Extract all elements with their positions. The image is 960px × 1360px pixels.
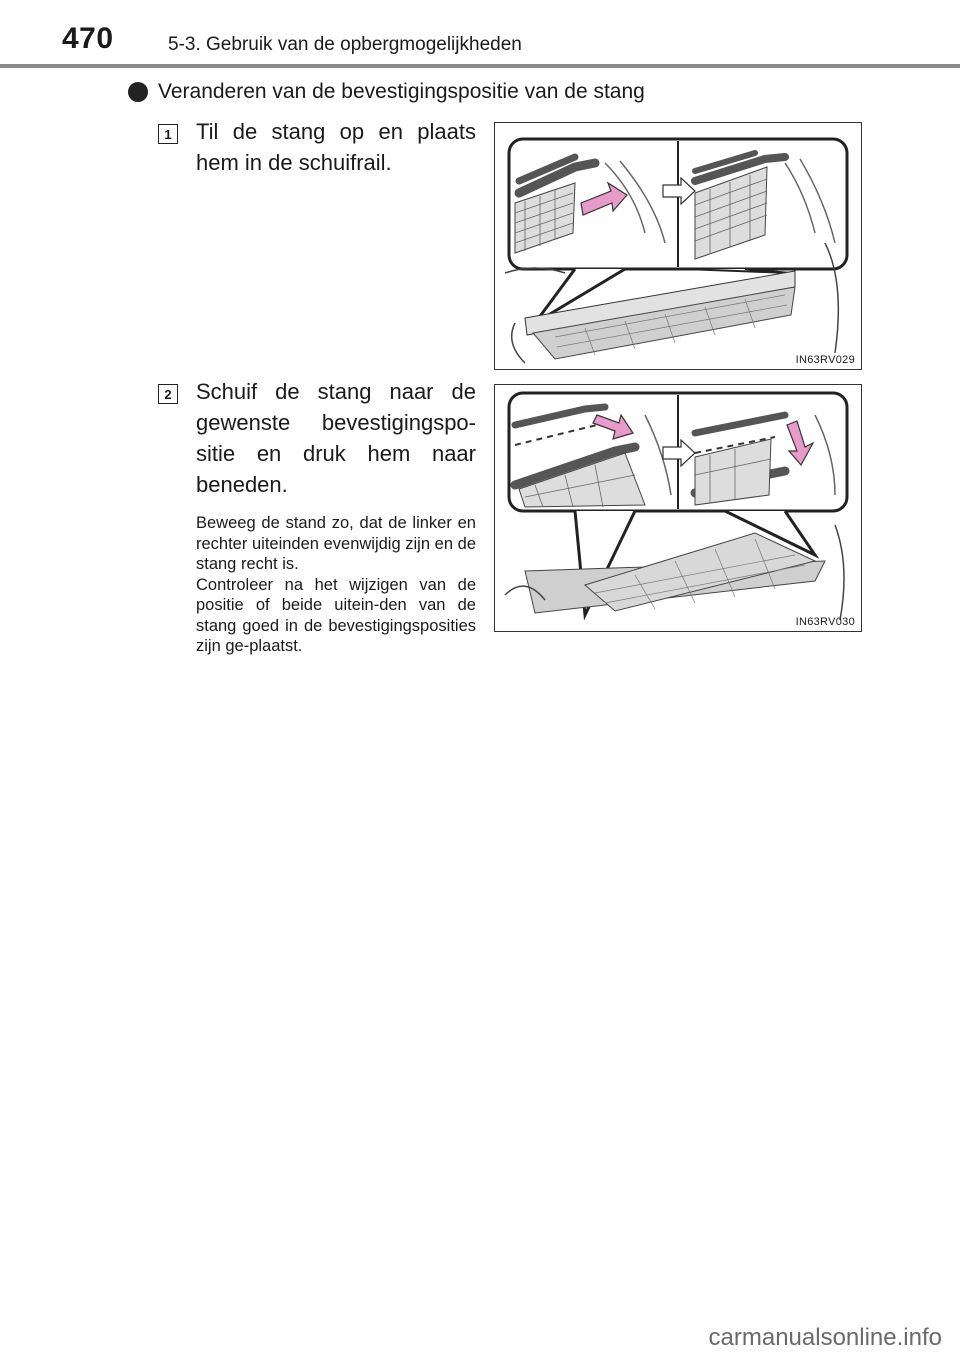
watermark: carmanualsonline.info: [708, 1324, 942, 1351]
step-2-note: [196, 513, 476, 657]
section-title: 5-3. Gebruik van de opbergmogelijkheden: [168, 34, 522, 55]
figure-1-illustration: [495, 123, 860, 368]
subhead-text: Veranderen van de bevestigingspositie van de stang: [158, 80, 645, 103]
header-rule: [0, 64, 960, 68]
page-number: 470: [62, 22, 114, 55]
step-1-text: Til de stang op en plaats hem in de schuifrail.: [196, 119, 476, 175]
figure-2-code: IN63RV030: [795, 616, 855, 628]
note-line-1: Beweeg de stand zo, dat de linker en rechter uiteinden evenwijdig zijn en de stang recht is.: [196, 514, 476, 573]
figure-1: [494, 122, 862, 370]
note-line-2: Controleer na het wijzigen van de positie of beide uitein-den van de stang goed in de bevestigingsposities zijn ge-plaatst.: [196, 575, 476, 655]
figure-1-code: IN63RV029: [795, 354, 855, 366]
step-2-text: Schuif de stang naar de gewenste bevestigingspo-sitie en druk hem naar beneden.: [196, 379, 476, 497]
bullet-dot-icon: [128, 82, 148, 102]
subhead: [128, 80, 645, 104]
figure-2-illustration: [495, 385, 860, 630]
figure-2: [494, 384, 862, 632]
step-badge-2: 2: [158, 384, 178, 404]
step-badge-1: 1: [158, 124, 178, 144]
